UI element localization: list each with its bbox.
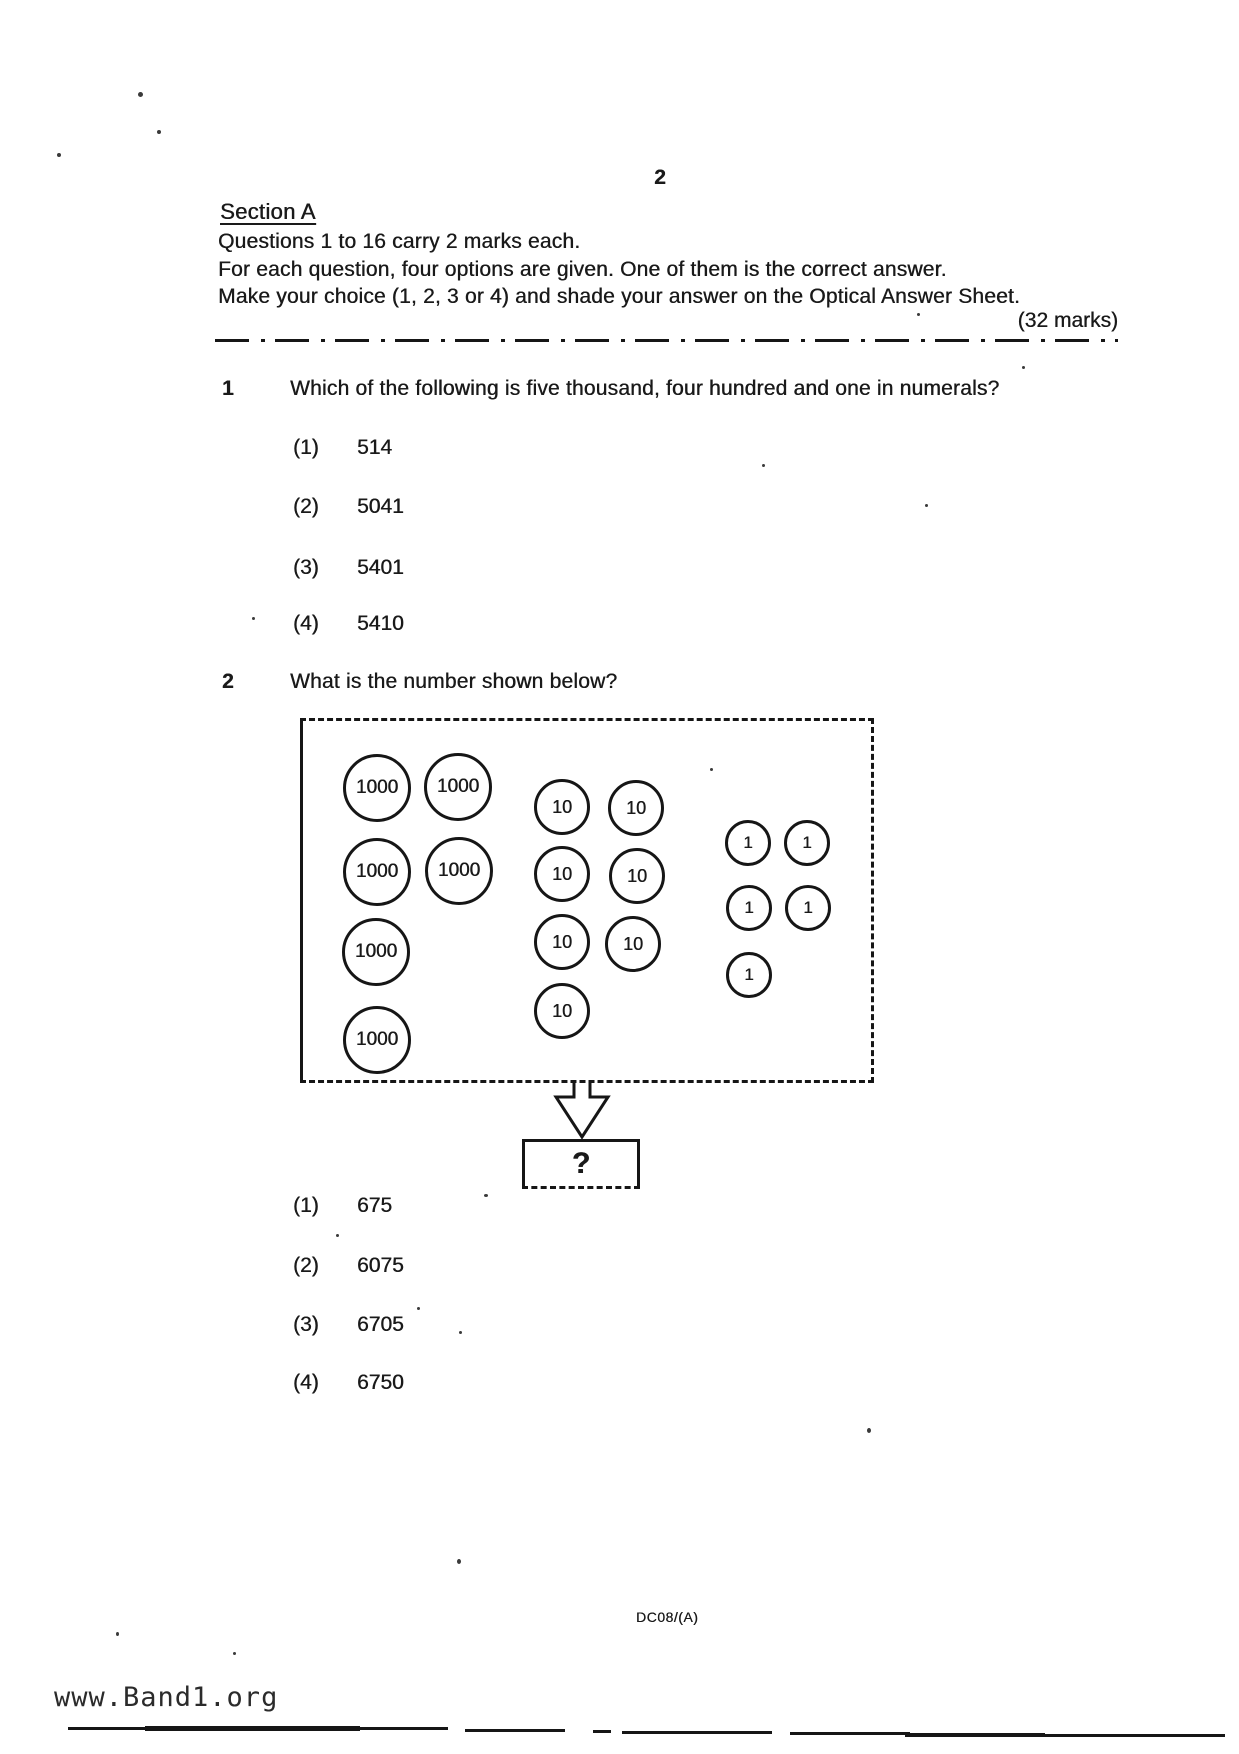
circle-value: 1000	[437, 860, 481, 881]
section-instruction-line-3: Make your choice (1, 2, 3 or 4) and shade your answer on the Optical Answer Sheet.	[218, 285, 1020, 308]
circle-value: 10	[551, 931, 573, 952]
circle-value: 10	[551, 796, 573, 817]
circle-value: 1000	[355, 861, 399, 882]
scan-artifact-line	[905, 1733, 1045, 1737]
circle-value: 1	[744, 965, 754, 984]
scan-speck	[762, 464, 765, 467]
option-value: 514	[357, 436, 393, 459]
ten-circle	[534, 779, 590, 835]
circle-value: 1	[744, 898, 754, 917]
question-1-number: 1	[222, 377, 234, 400]
one-circle	[726, 952, 772, 998]
scan-artifact-line	[1040, 1734, 1225, 1737]
one-circle	[784, 820, 830, 866]
scan-artifact-line	[790, 1732, 910, 1735]
question-1-option-4	[293, 612, 404, 636]
thousand-circle	[424, 753, 492, 821]
question-1-option-1	[293, 436, 392, 460]
option-label: (4)	[293, 1371, 319, 1394]
scan-speck	[157, 130, 161, 134]
option-value: 6750	[357, 1371, 404, 1394]
thousand-circle	[342, 918, 410, 986]
option-label: (3)	[293, 556, 319, 579]
question-1-option-2	[293, 495, 404, 519]
scan-speck	[336, 1234, 339, 1237]
circle-value: 10	[625, 797, 647, 818]
thousand-circle	[343, 838, 411, 906]
scan-artifact-line	[145, 1726, 360, 1731]
thousand-circle	[425, 837, 493, 905]
option-label: (3)	[293, 1313, 319, 1336]
scan-artifact-line	[593, 1730, 611, 1733]
option-value: 6075	[357, 1254, 404, 1277]
question-2-option-1	[293, 1194, 392, 1218]
circle-value: 10	[622, 933, 644, 954]
scan-speck	[1022, 366, 1025, 369]
circle-value: 1	[743, 833, 753, 852]
scan-speck	[417, 1307, 420, 1310]
circle-value: 10	[551, 1000, 573, 1021]
scan-artifact-line	[465, 1729, 565, 1732]
question-2-number: 2	[222, 670, 234, 693]
question-1-text: Which of the following is five thousand, four hundred and one in numerals?	[290, 377, 1000, 400]
scan-artifact-line	[622, 1731, 772, 1734]
scan-speck	[233, 1652, 236, 1655]
scan-speck	[484, 1194, 488, 1197]
ten-circle	[534, 846, 590, 902]
scan-speck	[138, 92, 143, 97]
ten-circle	[605, 916, 661, 972]
scan-speck	[116, 1632, 119, 1636]
result-box	[522, 1139, 640, 1189]
question-2-text: What is the number shown below?	[290, 670, 618, 693]
header-divider	[215, 339, 1118, 342]
option-value: 6705	[357, 1313, 404, 1336]
scan-speck	[459, 1331, 462, 1334]
question-2-option-3	[293, 1313, 404, 1337]
place-value-box	[300, 718, 874, 1083]
down-arrow-icon	[548, 1080, 616, 1142]
one-circle	[726, 885, 772, 931]
ten-circle	[534, 914, 590, 970]
question-2-option-4	[293, 1371, 404, 1395]
scan-speck	[867, 1428, 871, 1433]
circle-value: 10	[551, 863, 573, 884]
circle-value: 1000	[355, 1029, 399, 1050]
circle-value: 1000	[355, 777, 399, 798]
thousand-circle	[343, 1006, 411, 1074]
option-label: (4)	[293, 612, 319, 635]
ten-circle	[608, 780, 664, 836]
ten-circle	[534, 983, 590, 1039]
circle-value: 1	[803, 898, 813, 917]
question-1-option-3	[293, 556, 404, 580]
page-number: 2	[654, 166, 666, 189]
scan-speck	[57, 153, 61, 157]
circle-value: 10	[626, 865, 648, 886]
question-mark: ?	[571, 1147, 591, 1180]
section-title: Section A	[220, 199, 316, 224]
circle-value: 1000	[436, 776, 480, 797]
section-instruction-line-2: For each question, four options are given. One of them is the correct answer.	[218, 257, 947, 281]
option-value: 5041	[357, 495, 404, 518]
option-label: (1)	[293, 436, 319, 459]
one-circle	[725, 820, 771, 866]
option-value: 5401	[357, 556, 404, 579]
one-circle	[785, 885, 831, 931]
question-2-option-2	[293, 1254, 404, 1278]
option-value: 675	[357, 1194, 393, 1217]
thousand-circle	[343, 754, 411, 822]
scan-speck	[925, 504, 928, 507]
scan-speck	[457, 1559, 461, 1564]
circle-value: 1000	[354, 941, 398, 962]
watermark-url: www.Band1.org	[54, 1682, 279, 1713]
option-label: (1)	[293, 1194, 319, 1217]
section-instructions	[218, 228, 1020, 311]
option-value: 5410	[357, 612, 404, 635]
option-label: (2)	[293, 495, 319, 518]
section-marks-label: (32 marks)	[1017, 309, 1118, 332]
ten-circle	[609, 848, 665, 904]
footer-paper-code: DC08/(A)	[636, 1609, 699, 1625]
scan-speck	[252, 617, 255, 620]
option-label: (2)	[293, 1254, 319, 1277]
circle-value: 1	[802, 833, 812, 852]
section-instruction-line-1: Questions 1 to 16 carry 2 marks each.	[218, 230, 581, 253]
